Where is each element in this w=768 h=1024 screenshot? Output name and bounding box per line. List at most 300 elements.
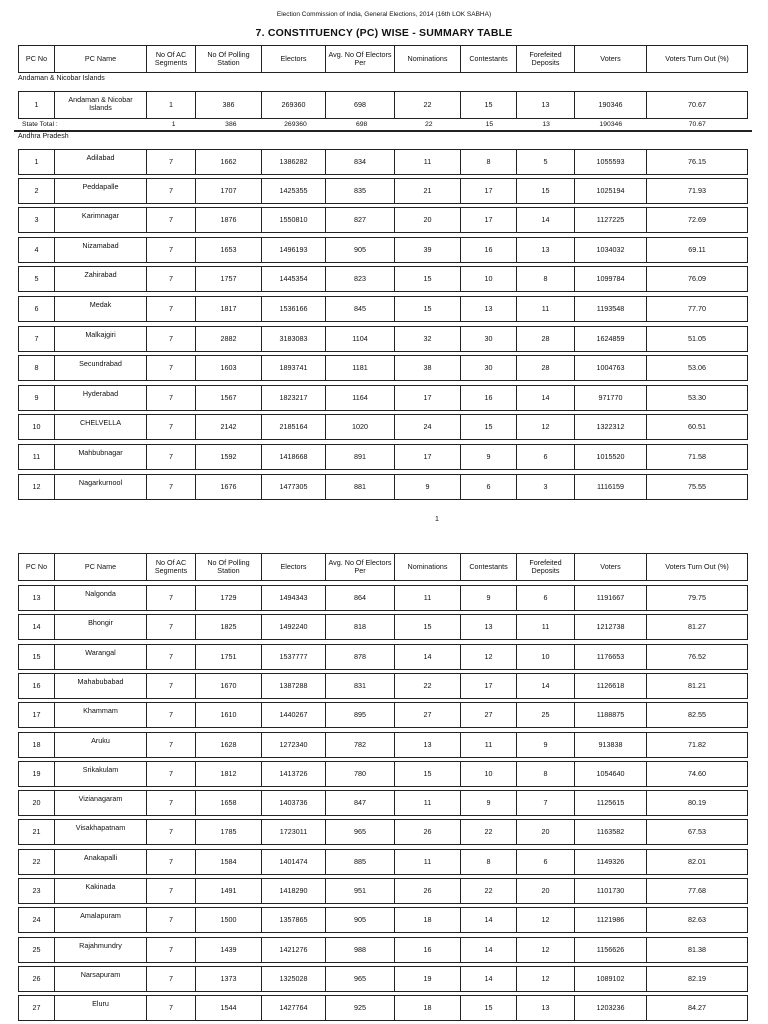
table-cell: 15: [394, 267, 460, 291]
table-cell: 25: [516, 703, 574, 727]
table-cell: 22: [460, 820, 516, 844]
table-cell: 15: [460, 92, 516, 118]
table-cell: 827: [325, 208, 394, 232]
table-cell: 1653: [195, 238, 261, 262]
total-cell: 1: [171, 121, 176, 128]
table-cell: 1757: [195, 267, 261, 291]
table-cell: 17: [460, 674, 516, 698]
table-cell: 17: [394, 386, 460, 410]
table-cell: 1418668: [261, 445, 325, 469]
table-row: [18, 907, 748, 933]
table-cell: Warangal: [54, 645, 146, 669]
table-cell: 10: [460, 762, 516, 786]
table-cell: 13: [18, 586, 54, 610]
table-cell: 82.55: [646, 703, 748, 727]
table-cell: 10: [18, 415, 54, 439]
table-cell: 1584: [195, 850, 261, 874]
table-cell: 11: [394, 586, 460, 610]
column-header: PC No: [18, 46, 54, 72]
table-cell: 19: [394, 967, 460, 991]
table-cell: 84.27: [646, 996, 748, 1020]
table-cell: 14: [460, 938, 516, 962]
table-cell: 53.30: [646, 386, 748, 410]
table-cell: 76.15: [646, 150, 748, 174]
table-cell: 1212738: [574, 615, 646, 639]
table-cell: 7: [146, 150, 195, 174]
table-cell: 7: [146, 297, 195, 321]
table-cell: 1492240: [261, 615, 325, 639]
table-cell: 12: [516, 415, 574, 439]
column-header: No Of Polling Station: [195, 554, 261, 580]
table-cell: 13: [460, 297, 516, 321]
table-cell: 32: [394, 327, 460, 351]
table-cell: 9: [394, 475, 460, 499]
table-cell: 11: [18, 445, 54, 469]
table-row: [18, 585, 748, 611]
table-cell: 834: [325, 150, 394, 174]
table-cell: 25: [18, 938, 54, 962]
table-cell: 1025194: [574, 179, 646, 203]
table-cell: 1015520: [574, 445, 646, 469]
table-row: [18, 266, 748, 292]
table-row: [18, 149, 748, 175]
table-cell: 6: [516, 850, 574, 874]
column-header: Electors: [261, 554, 325, 580]
total-cell: 190346: [599, 121, 623, 128]
table-cell: 782: [325, 733, 394, 757]
table-cell: 1592: [195, 445, 261, 469]
table-cell: 8: [460, 850, 516, 874]
table-row: [18, 178, 748, 204]
table-cell: 9: [460, 586, 516, 610]
table-cell: 6: [516, 586, 574, 610]
table-cell: 7: [146, 415, 195, 439]
table-cell: 1164: [325, 386, 394, 410]
table-cell: 75.55: [646, 475, 748, 499]
table-cell: 18: [394, 996, 460, 1020]
table-cell: 1099784: [574, 267, 646, 291]
table-cell: 895: [325, 703, 394, 727]
report-source-line: Election Commission of India, General Elections, 2014 (16th LOK SABHA): [276, 11, 492, 18]
table-cell: 22: [18, 850, 54, 874]
table-cell: Nizamabad: [54, 238, 146, 262]
table-cell: 7: [146, 908, 195, 932]
table-cell: 7: [146, 238, 195, 262]
table-cell: 864: [325, 586, 394, 610]
table-cell: 965: [325, 967, 394, 991]
table-cell: Medak: [54, 297, 146, 321]
table-cell: 2: [18, 179, 54, 203]
column-header: Electors: [261, 46, 325, 72]
table-cell: 6: [516, 445, 574, 469]
table-cell: 7: [146, 850, 195, 874]
column-header: Contestants: [460, 46, 516, 72]
table-cell: 15: [460, 415, 516, 439]
column-header: PC No: [18, 554, 54, 580]
column-header: Nominations: [394, 46, 460, 72]
table-cell: 14: [18, 615, 54, 639]
table-cell: 51.05: [646, 327, 748, 351]
table-cell: 30: [460, 356, 516, 380]
table-cell: 831: [325, 674, 394, 698]
table-cell: 1491: [195, 879, 261, 903]
table-cell: 17: [394, 445, 460, 469]
table-cell: 14: [516, 386, 574, 410]
table-cell: 11: [516, 297, 574, 321]
table-cell: 1403736: [261, 791, 325, 815]
column-header: Voters Turn Out (%): [646, 46, 748, 72]
table-cell: 1116159: [574, 475, 646, 499]
table-cell: 1729: [195, 586, 261, 610]
table-cell: 1325028: [261, 967, 325, 991]
table-cell: 81.21: [646, 674, 748, 698]
table-cell: 22: [460, 879, 516, 903]
table-cell: 22: [394, 92, 460, 118]
table-cell: 39: [394, 238, 460, 262]
table-cell: Andaman & Nicobar Islands: [54, 92, 146, 118]
table-cell: 17: [460, 179, 516, 203]
table-cell: 269360: [261, 92, 325, 118]
table-cell: 79.75: [646, 586, 748, 610]
table-cell: 9: [516, 733, 574, 757]
table-cell: 13: [460, 615, 516, 639]
table-cell: 1054640: [574, 762, 646, 786]
table-cell: 1156626: [574, 938, 646, 962]
table-cell: 835: [325, 179, 394, 203]
table-cell: 1494343: [261, 586, 325, 610]
table-cell: 7: [146, 820, 195, 844]
table-cell: 905: [325, 908, 394, 932]
table-cell: 1386282: [261, 150, 325, 174]
table-cell: Karimnagar: [54, 208, 146, 232]
table-cell: Anakapalli: [54, 850, 146, 874]
table-cell: 1127225: [574, 208, 646, 232]
table-row: [18, 326, 748, 352]
table-cell: 1536166: [261, 297, 325, 321]
table-cell: 1188875: [574, 703, 646, 727]
table-cell: 1707: [195, 179, 261, 203]
total-cell: 386: [225, 121, 237, 128]
table-row: [18, 355, 748, 381]
table-cell: 11: [516, 615, 574, 639]
table-cell: CHELVELLA: [54, 415, 146, 439]
table-cell: 3: [18, 208, 54, 232]
table-cell: 7: [146, 674, 195, 698]
table-cell: 1537777: [261, 645, 325, 669]
table-cell: 10: [516, 645, 574, 669]
table-cell: 12: [516, 967, 574, 991]
column-header: Voters: [574, 46, 646, 72]
total-cell: 13: [542, 121, 550, 128]
table-cell: 1: [18, 150, 54, 174]
table-cell: 3183083: [261, 327, 325, 351]
table-cell: 77.68: [646, 879, 748, 903]
table-cell: 1610: [195, 703, 261, 727]
table-cell: 14: [394, 645, 460, 669]
table-cell: 81.27: [646, 615, 748, 639]
table-cell: 72.69: [646, 208, 748, 232]
column-header: Voters Turn Out (%): [646, 554, 748, 580]
table-cell: 7: [146, 356, 195, 380]
table-cell: 925: [325, 996, 394, 1020]
table-cell: 1817: [195, 297, 261, 321]
table-cell: Peddapalle: [54, 179, 146, 203]
table-cell: 7: [146, 586, 195, 610]
column-header: Nominations: [394, 554, 460, 580]
table-cell: 7: [146, 645, 195, 669]
table-cell: 1496193: [261, 238, 325, 262]
table-cell: 1670: [195, 674, 261, 698]
table-cell: 23: [18, 879, 54, 903]
table-cell: 12: [516, 938, 574, 962]
table-cell: 1723011: [261, 820, 325, 844]
table-cell: 22: [394, 674, 460, 698]
table-cell: 12: [460, 645, 516, 669]
table-cell: 71.58: [646, 445, 748, 469]
state-total-row: [18, 121, 748, 128]
table-cell: 1272340: [261, 733, 325, 757]
table-cell: 7: [146, 703, 195, 727]
table-cell: 69.11: [646, 238, 748, 262]
table-cell: 698: [325, 92, 394, 118]
table-row: [18, 673, 748, 699]
table-cell: 80.19: [646, 791, 748, 815]
table-cell: 1193548: [574, 297, 646, 321]
table-cell: 77.70: [646, 297, 748, 321]
table-cell: Adilabad: [54, 150, 146, 174]
table-cell: 26: [394, 879, 460, 903]
table-cell: 386: [195, 92, 261, 118]
table-cell: 27: [394, 703, 460, 727]
total-cell: 70.67: [688, 121, 706, 128]
table-cell: 7: [146, 967, 195, 991]
column-header: Avg. No Of Electors Per: [325, 554, 394, 580]
table-cell: 81.38: [646, 938, 748, 962]
table-cell: 1104: [325, 327, 394, 351]
table-cell: 1413726: [261, 762, 325, 786]
table-cell: 30: [460, 327, 516, 351]
table-cell: 14: [460, 967, 516, 991]
table-cell: 1823217: [261, 386, 325, 410]
column-header: No Of AC Segments: [146, 554, 195, 580]
table-cell: 1477305: [261, 475, 325, 499]
table-cell: 10: [460, 267, 516, 291]
table-cell: 18: [394, 908, 460, 932]
table-cell: 8: [516, 762, 574, 786]
total-cell: 698: [355, 121, 368, 128]
table-cell: 1373: [195, 967, 261, 991]
table-cell: 1427764: [261, 996, 325, 1020]
table-header-row: [18, 45, 748, 73]
table-cell: 2185164: [261, 415, 325, 439]
table-cell: 1101730: [574, 879, 646, 903]
table-cell: 885: [325, 850, 394, 874]
table-cell: 8: [18, 356, 54, 380]
table-cell: 74.60: [646, 762, 748, 786]
table-cell: 1893741: [261, 356, 325, 380]
table-cell: 7: [18, 327, 54, 351]
table-cell: 7: [146, 733, 195, 757]
column-header: Forefeited Deposits: [516, 554, 574, 580]
table-cell: 60.51: [646, 415, 748, 439]
table-cell: 82.01: [646, 850, 748, 874]
state-label: Andhra Pradesh: [18, 133, 69, 140]
table-row: [18, 732, 748, 758]
table-row: [18, 296, 748, 322]
table-cell: Nagarkurnool: [54, 475, 146, 499]
table-cell: 7: [146, 327, 195, 351]
table-row: [18, 878, 748, 904]
table-cell: 1751: [195, 645, 261, 669]
table-cell: Zahirabad: [54, 267, 146, 291]
table-cell: 965: [325, 820, 394, 844]
table-cell: 6: [18, 297, 54, 321]
table-cell: 190346: [574, 92, 646, 118]
table-row: [18, 385, 748, 411]
table-cell: 7: [146, 445, 195, 469]
table-row: [18, 474, 748, 500]
table-cell: 11: [460, 733, 516, 757]
table-cell: 7: [146, 879, 195, 903]
table-row: [18, 819, 748, 845]
table-cell: 1357865: [261, 908, 325, 932]
table-cell: 15: [460, 996, 516, 1020]
table-cell: 12: [18, 475, 54, 499]
column-header: Contestants: [460, 554, 516, 580]
table-cell: 1425355: [261, 179, 325, 203]
table-cell: 1020: [325, 415, 394, 439]
table-cell: 951: [325, 879, 394, 903]
table-cell: Hyderabad: [54, 386, 146, 410]
state-total-label: State Total :: [22, 121, 58, 128]
table-cell: 1603: [195, 356, 261, 380]
table-row: [18, 849, 748, 875]
table-row: [18, 614, 748, 640]
table-cell: Rajahmundry: [54, 938, 146, 962]
table-cell: 71.82: [646, 733, 748, 757]
table-cell: 20: [516, 879, 574, 903]
total-cell: 269360: [284, 121, 307, 128]
table-cell: 53.06: [646, 356, 748, 380]
table-cell: 1628: [195, 733, 261, 757]
table-cell: 13: [394, 733, 460, 757]
table-cell: 28: [516, 327, 574, 351]
column-header: PC Name: [54, 46, 146, 72]
table-cell: 1: [18, 92, 54, 118]
table-cell: 19: [18, 762, 54, 786]
table-row: [18, 966, 748, 992]
section-divider: [14, 130, 752, 132]
table-cell: 1: [146, 92, 195, 118]
table-cell: 8: [516, 267, 574, 291]
table-cell: 15: [394, 297, 460, 321]
table-cell: Visakhapatnam: [54, 820, 146, 844]
table-cell: 1876: [195, 208, 261, 232]
table-cell: 5: [18, 267, 54, 291]
table-cell: 1812: [195, 762, 261, 786]
table-cell: 9: [460, 445, 516, 469]
table-cell: 878: [325, 645, 394, 669]
table-cell: 1662: [195, 150, 261, 174]
table-cell: 9: [460, 791, 516, 815]
table-cell: 7: [146, 762, 195, 786]
table-cell: 780: [325, 762, 394, 786]
table-cell: 13: [516, 238, 574, 262]
table-row: [18, 444, 748, 470]
table-cell: Malkajgiri: [54, 327, 146, 351]
table-cell: 11: [394, 850, 460, 874]
table-cell: 1125615: [574, 791, 646, 815]
table-cell: 15: [394, 615, 460, 639]
table-cell: 20: [516, 820, 574, 844]
table-cell: 1421276: [261, 938, 325, 962]
table-cell: 4: [18, 238, 54, 262]
table-cell: 7: [146, 615, 195, 639]
total-cell: 15: [485, 121, 494, 128]
table-row: [18, 644, 748, 670]
table-cell: 24: [18, 908, 54, 932]
table-cell: 7: [146, 791, 195, 815]
table-cell: 1785: [195, 820, 261, 844]
table-cell: 1387288: [261, 674, 325, 698]
column-header: No Of Polling Station: [195, 46, 261, 72]
table-cell: 823: [325, 267, 394, 291]
table-cell: 1500: [195, 908, 261, 932]
table-cell: Aruku: [54, 733, 146, 757]
table-cell: 7: [146, 208, 195, 232]
table-cell: 27: [18, 996, 54, 1020]
table-cell: 21: [18, 820, 54, 844]
table-cell: Bhongir: [54, 615, 146, 639]
table-cell: Nalgonda: [54, 586, 146, 610]
table-cell: Kakinada: [54, 879, 146, 903]
table-cell: 82.19: [646, 967, 748, 991]
table-cell: 13: [516, 92, 574, 118]
table-cell: 26: [394, 820, 460, 844]
table-cell: 1567: [195, 386, 261, 410]
column-header: Forefeited Deposits: [516, 46, 574, 72]
table-cell: 1544: [195, 996, 261, 1020]
table-cell: 7: [146, 267, 195, 291]
column-header: PC Name: [54, 554, 146, 580]
table-cell: 26: [18, 967, 54, 991]
table-cell: 1658: [195, 791, 261, 815]
table-cell: 1055593: [574, 150, 646, 174]
table-cell: 82.63: [646, 908, 748, 932]
table-cell: 1089102: [574, 967, 646, 991]
table-cell: 7: [146, 475, 195, 499]
table-cell: 988: [325, 938, 394, 962]
table-cell: 13: [516, 996, 574, 1020]
table-cell: 6: [460, 475, 516, 499]
table-cell: 14: [516, 208, 574, 232]
table-cell: 7: [516, 791, 574, 815]
total-cell: 22: [424, 121, 433, 128]
table-cell: 76.09: [646, 267, 748, 291]
table-cell: 7: [146, 179, 195, 203]
table-cell: 3: [516, 475, 574, 499]
table-cell: 1034032: [574, 238, 646, 262]
table-cell: Mahabubabad: [54, 674, 146, 698]
table-cell: 27: [460, 703, 516, 727]
table-cell: 1126618: [574, 674, 646, 698]
table-cell: Amalapuram: [54, 908, 146, 932]
table-cell: 14: [460, 908, 516, 932]
table-cell: 1149326: [574, 850, 646, 874]
table-cell: 881: [325, 475, 394, 499]
table-cell: 14: [516, 674, 574, 698]
table-row: [18, 995, 748, 1021]
